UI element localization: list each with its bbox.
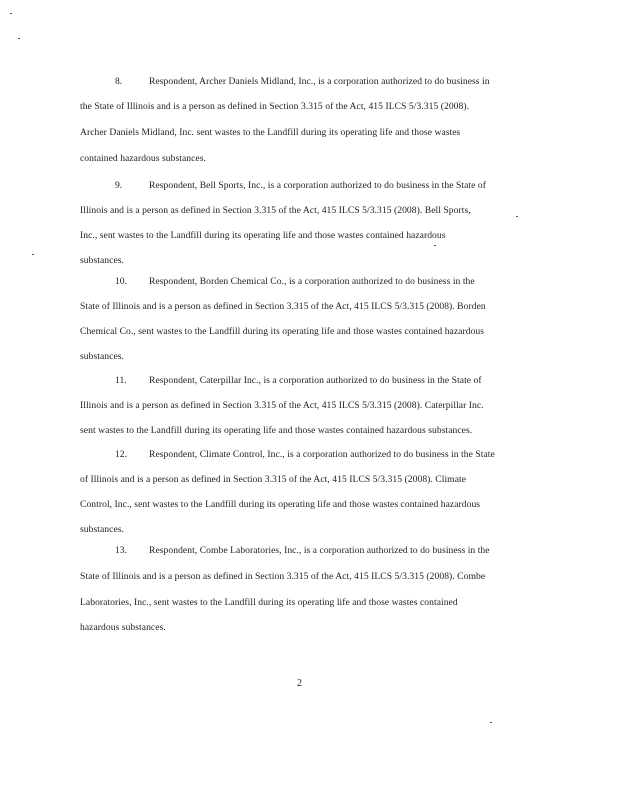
paragraph-line: Respondent, Bell Sports, Inc., is a corporation authorized to do business in the State of bbox=[149, 180, 486, 191]
scan-speck bbox=[434, 245, 436, 246]
paragraph-number: 12. bbox=[115, 449, 127, 460]
paragraph-line: sent wastes to the Landfill during its operating life and those wastes contained hazardous substances. bbox=[80, 425, 473, 436]
scan-speck bbox=[516, 216, 518, 217]
paragraph-line: Control, Inc., sent wastes to the Landfill during its operating life and those wastes contained hazardous bbox=[80, 499, 481, 510]
scan-speck bbox=[32, 254, 34, 255]
paragraph-number: 11. bbox=[115, 375, 127, 386]
paragraph-number: 13. bbox=[115, 545, 127, 556]
paragraph-line: Archer Daniels Midland, Inc. sent wastes to the Landfill during its operating life and those wastes bbox=[80, 127, 461, 138]
paragraph-number: 9. bbox=[115, 180, 123, 191]
page-number: 2 bbox=[297, 678, 302, 689]
paragraph-line: Chemical Co., sent wastes to the Landfill during its operating life and those wastes contained hazardous bbox=[80, 326, 485, 337]
paragraph-number: 10. bbox=[115, 276, 127, 287]
scan-speck bbox=[10, 13, 12, 14]
paragraph-line: the State of Illinois and is a person as defined in Section 3.315 of the Act, 415 ILCS 5/3.315 (2008). bbox=[80, 101, 470, 112]
paragraph-line: State of Illinois and is a person as defined in Section 3.315 of the Act, 415 ILCS 5/3.315 (2008). Combe bbox=[80, 571, 486, 582]
paragraph-line: substances. bbox=[80, 255, 124, 266]
paragraph-line: Illinois and is a person as defined in Section 3.315 of the Act, 415 ILCS 5/3.315 (2008). Caterpillar Inc. bbox=[80, 400, 484, 411]
paragraph-line: Inc., sent wastes to the Landfill during its operating life and those wastes contained hazardous bbox=[80, 230, 446, 241]
paragraph-line: hazardous substances. bbox=[80, 622, 166, 633]
paragraph-line: Respondent, Borden Chemical Co., is a corporation authorized to do business in the bbox=[149, 276, 475, 287]
paragraph-line: State of Illinois and is a person as defined in Section 3.315 of the Act, 415 ILCS 5/3.315 (2008). Borden bbox=[80, 301, 486, 312]
scan-speck bbox=[18, 38, 20, 39]
paragraph-line: substances. bbox=[80, 351, 124, 362]
paragraph-line: Respondent, Climate Control, Inc., is a corporation authorized to do business in the State bbox=[149, 449, 495, 460]
paragraph-line: Respondent, Combe Laboratories, Inc., is a corporation authorized to do business in the bbox=[149, 545, 490, 556]
paragraph-line: Respondent, Caterpillar Inc., is a corporation authorized to do business in the State of bbox=[149, 375, 482, 386]
paragraph-line: Respondent, Archer Daniels Midland, Inc., is a corporation authorized to do business in bbox=[149, 76, 490, 87]
paragraph-number: 8. bbox=[115, 76, 123, 87]
paragraph-line: of Illinois and is a person as defined in Section 3.315 of the Act, 415 ILCS 5/3.315 (2008). Climate bbox=[80, 474, 467, 485]
paragraph-line: Illinois and is a person as defined in Section 3.315 of the Act, 415 ILCS 5/3.315 (2008). Bell Sports, bbox=[80, 205, 471, 216]
paragraph-line: contained hazardous substances. bbox=[80, 153, 206, 164]
paragraph-line: Laboratories, Inc., sent wastes to the Landfill during its operating life and those wastes contained bbox=[80, 597, 458, 608]
paragraph-line: substances. bbox=[80, 524, 124, 535]
scan-speck bbox=[490, 722, 492, 723]
